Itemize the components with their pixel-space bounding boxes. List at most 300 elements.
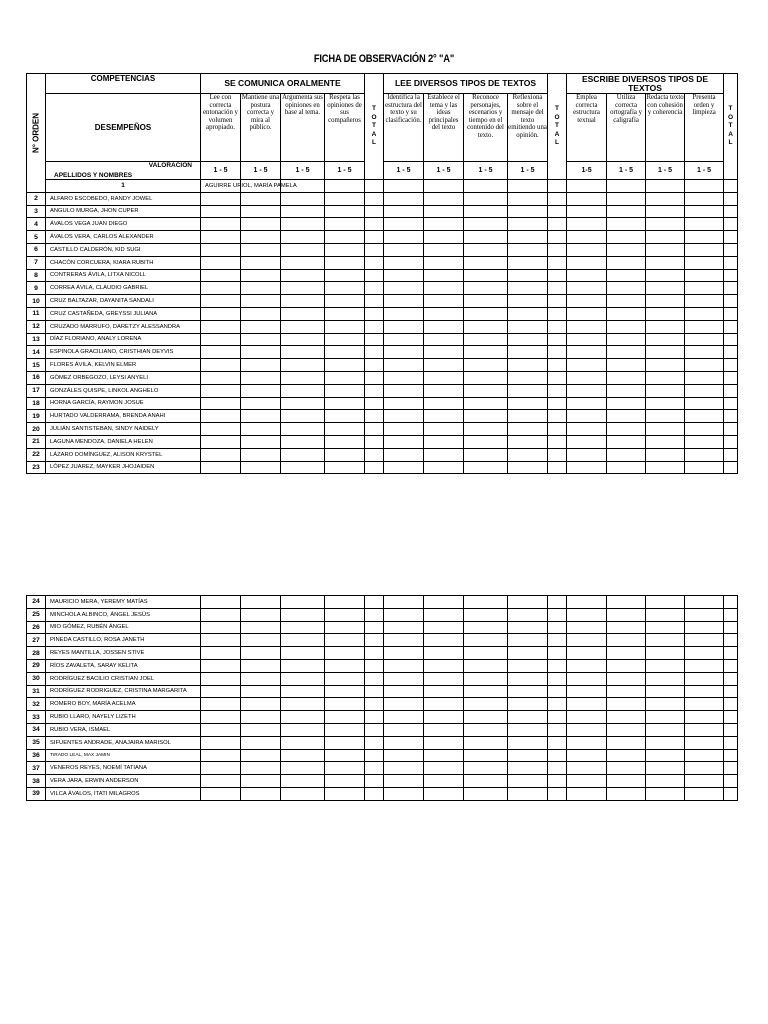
score-cell[interactable] — [241, 659, 281, 672]
score-cell[interactable] — [464, 723, 508, 736]
score-cell[interactable] — [464, 659, 508, 672]
score-cell[interactable] — [607, 243, 646, 256]
score-cell[interactable] — [384, 410, 424, 423]
score-cell[interactable] — [325, 243, 365, 256]
total-cell[interactable] — [724, 320, 738, 333]
score-cell[interactable] — [281, 295, 325, 308]
score-cell[interactable] — [646, 711, 685, 724]
score-cell[interactable] — [685, 397, 724, 410]
total-cell[interactable] — [548, 320, 567, 333]
score-cell[interactable] — [685, 410, 724, 423]
score-cell[interactable] — [325, 672, 365, 685]
score-cell[interactable] — [607, 461, 646, 474]
score-cell[interactable] — [201, 205, 241, 218]
score-cell[interactable] — [508, 448, 548, 461]
total-cell[interactable] — [548, 269, 567, 282]
score-cell[interactable] — [424, 397, 464, 410]
score-cell[interactable] — [646, 243, 685, 256]
score-cell[interactable] — [607, 295, 646, 308]
score-cell[interactable] — [325, 621, 365, 634]
score-cell[interactable] — [607, 423, 646, 436]
total-cell[interactable] — [365, 333, 384, 346]
total-cell[interactable] — [365, 307, 384, 320]
score-cell[interactable] — [607, 723, 646, 736]
score-cell[interactable] — [685, 423, 724, 436]
total-cell[interactable] — [548, 634, 567, 647]
score-cell[interactable] — [646, 307, 685, 320]
total-cell[interactable] — [548, 762, 567, 775]
score-cell[interactable] — [384, 659, 424, 672]
score-cell[interactable] — [281, 192, 325, 205]
score-cell[interactable] — [201, 269, 241, 282]
score-cell[interactable] — [464, 608, 508, 621]
score-cell[interactable] — [464, 711, 508, 724]
score-cell[interactable] — [281, 384, 325, 397]
score-cell[interactable] — [567, 282, 607, 295]
score-cell[interactable] — [241, 698, 281, 711]
score-cell[interactable] — [201, 723, 241, 736]
score-cell[interactable] — [646, 269, 685, 282]
score-cell[interactable] — [325, 371, 365, 384]
total-cell[interactable] — [365, 723, 384, 736]
total-cell[interactable] — [548, 256, 567, 269]
score-cell[interactable] — [508, 634, 548, 647]
score-cell[interactable] — [424, 243, 464, 256]
score-cell[interactable] — [607, 762, 646, 775]
score-cell[interactable] — [384, 685, 424, 698]
score-cell[interactable] — [685, 282, 724, 295]
score-cell[interactable] — [241, 621, 281, 634]
score-cell[interactable] — [607, 698, 646, 711]
total-cell[interactable] — [548, 723, 567, 736]
score-cell[interactable] — [384, 621, 424, 634]
score-cell[interactable] — [325, 410, 365, 423]
score-cell[interactable] — [201, 410, 241, 423]
score-cell[interactable] — [241, 282, 281, 295]
score-cell[interactable] — [384, 634, 424, 647]
score-cell[interactable] — [464, 775, 508, 788]
score-cell[interactable] — [384, 346, 424, 359]
score-cell[interactable] — [325, 359, 365, 372]
score-cell[interactable] — [508, 410, 548, 423]
score-cell[interactable] — [685, 775, 724, 788]
score-cell[interactable] — [607, 711, 646, 724]
score-cell[interactable] — [567, 672, 607, 685]
score-cell[interactable] — [685, 711, 724, 724]
total-cell[interactable] — [548, 295, 567, 308]
score-cell[interactable] — [281, 672, 325, 685]
score-cell[interactable] — [607, 192, 646, 205]
score-cell[interactable] — [384, 596, 424, 609]
total-cell[interactable] — [548, 205, 567, 218]
score-cell[interactable] — [567, 295, 607, 308]
total-cell[interactable] — [365, 736, 384, 749]
score-cell[interactable] — [424, 346, 464, 359]
score-cell[interactable] — [646, 736, 685, 749]
score-cell[interactable] — [646, 698, 685, 711]
score-cell[interactable] — [201, 282, 241, 295]
score-cell[interactable] — [325, 435, 365, 448]
score-cell[interactable] — [567, 231, 607, 244]
total-cell[interactable] — [365, 269, 384, 282]
total-cell[interactable] — [724, 346, 738, 359]
score-cell[interactable] — [424, 685, 464, 698]
score-cell[interactable] — [201, 359, 241, 372]
score-cell[interactable] — [567, 218, 607, 231]
score-cell[interactable] — [384, 384, 424, 397]
score-cell[interactable] — [384, 736, 424, 749]
total-cell[interactable] — [384, 180, 424, 193]
score-cell[interactable] — [384, 256, 424, 269]
score-cell[interactable] — [384, 647, 424, 660]
score-cell[interactable] — [464, 371, 508, 384]
score-cell[interactable] — [508, 192, 548, 205]
score-cell[interactable] — [325, 269, 365, 282]
score-cell[interactable] — [201, 423, 241, 436]
score-cell[interactable] — [325, 282, 365, 295]
score-cell[interactable] — [201, 397, 241, 410]
score-cell[interactable] — [567, 711, 607, 724]
score-cell[interactable] — [201, 448, 241, 461]
total-cell[interactable] — [724, 282, 738, 295]
total-cell[interactable] — [365, 435, 384, 448]
score-cell[interactable] — [424, 659, 464, 672]
score-cell[interactable] — [384, 231, 424, 244]
score-cell[interactable] — [567, 384, 607, 397]
score-cell[interactable] — [508, 218, 548, 231]
score-cell[interactable] — [567, 762, 607, 775]
score-cell[interactable] — [424, 736, 464, 749]
score-cell[interactable] — [325, 736, 365, 749]
total-cell[interactable] — [365, 371, 384, 384]
score-cell[interactable] — [281, 243, 325, 256]
score-cell[interactable] — [508, 333, 548, 346]
score-cell[interactable] — [508, 749, 548, 762]
score-cell[interactable] — [325, 647, 365, 660]
score-cell[interactable] — [241, 346, 281, 359]
score-cell[interactable] — [241, 371, 281, 384]
score-cell[interactable] — [424, 180, 464, 193]
score-cell[interactable] — [685, 371, 724, 384]
total-cell[interactable] — [724, 295, 738, 308]
score-cell[interactable] — [384, 435, 424, 448]
total-cell[interactable] — [548, 307, 567, 320]
score-cell[interactable] — [241, 423, 281, 436]
score-cell[interactable] — [325, 423, 365, 436]
score-cell[interactable] — [281, 596, 325, 609]
score-cell[interactable] — [646, 410, 685, 423]
score-cell[interactable] — [424, 723, 464, 736]
score-cell[interactable] — [384, 749, 424, 762]
total-cell[interactable] — [365, 410, 384, 423]
score-cell[interactable] — [424, 384, 464, 397]
total-cell[interactable] — [724, 659, 738, 672]
score-cell[interactable] — [508, 397, 548, 410]
total-cell[interactable] — [365, 243, 384, 256]
score-cell[interactable] — [281, 647, 325, 660]
score-cell[interactable] — [646, 205, 685, 218]
total-cell[interactable] — [548, 410, 567, 423]
score-cell[interactable] — [567, 659, 607, 672]
total-cell[interactable] — [365, 698, 384, 711]
score-cell[interactable] — [567, 435, 607, 448]
score-cell[interactable] — [508, 295, 548, 308]
score-cell[interactable] — [567, 723, 607, 736]
score-cell[interactable] — [607, 448, 646, 461]
score-cell[interactable] — [508, 256, 548, 269]
score-cell[interactable] — [646, 192, 685, 205]
score-cell[interactable] — [646, 333, 685, 346]
score-cell[interactable] — [607, 634, 646, 647]
score-cell[interactable] — [241, 397, 281, 410]
score-cell[interactable] — [607, 672, 646, 685]
score-cell[interactable] — [464, 647, 508, 660]
score-cell[interactable] — [646, 672, 685, 685]
score-cell[interactable] — [607, 596, 646, 609]
score-cell[interactable] — [646, 448, 685, 461]
total-cell[interactable] — [724, 634, 738, 647]
score-cell[interactable] — [464, 320, 508, 333]
score-cell[interactable] — [201, 634, 241, 647]
score-cell[interactable] — [685, 269, 724, 282]
score-cell[interactable] — [607, 231, 646, 244]
total-cell[interactable] — [724, 787, 738, 800]
score-cell[interactable] — [325, 192, 365, 205]
score-cell[interactable] — [567, 397, 607, 410]
score-cell[interactable] — [424, 256, 464, 269]
total-cell[interactable] — [724, 608, 738, 621]
total-cell[interactable] — [365, 397, 384, 410]
total-cell[interactable] — [724, 762, 738, 775]
score-cell[interactable] — [464, 205, 508, 218]
score-cell[interactable] — [424, 359, 464, 372]
score-cell[interactable] — [281, 698, 325, 711]
score-cell[interactable] — [646, 775, 685, 788]
score-cell[interactable] — [607, 205, 646, 218]
total-cell[interactable] — [548, 659, 567, 672]
score-cell[interactable] — [424, 461, 464, 474]
score-cell[interactable] — [384, 461, 424, 474]
score-cell[interactable] — [281, 231, 325, 244]
score-cell[interactable] — [281, 659, 325, 672]
score-cell[interactable] — [685, 787, 724, 800]
score-cell[interactable] — [464, 621, 508, 634]
total-cell[interactable] — [548, 448, 567, 461]
score-cell[interactable] — [325, 307, 365, 320]
score-cell[interactable] — [508, 698, 548, 711]
score-cell[interactable] — [201, 307, 241, 320]
total-cell[interactable] — [365, 634, 384, 647]
score-cell[interactable] — [567, 736, 607, 749]
score-cell[interactable] — [508, 205, 548, 218]
score-cell[interactable] — [685, 723, 724, 736]
score-cell[interactable] — [384, 775, 424, 788]
score-cell[interactable] — [607, 346, 646, 359]
total-cell[interactable] — [548, 672, 567, 685]
score-cell[interactable] — [508, 282, 548, 295]
score-cell[interactable] — [241, 711, 281, 724]
score-cell[interactable] — [685, 634, 724, 647]
total-cell[interactable] — [724, 218, 738, 231]
score-cell[interactable] — [241, 359, 281, 372]
score-cell[interactable] — [646, 384, 685, 397]
score-cell[interactable] — [384, 723, 424, 736]
score-cell[interactable] — [424, 621, 464, 634]
score-cell[interactable] — [567, 410, 607, 423]
score-cell[interactable] — [685, 243, 724, 256]
score-cell[interactable] — [325, 397, 365, 410]
total-cell[interactable] — [548, 698, 567, 711]
score-cell[interactable] — [325, 218, 365, 231]
score-cell[interactable] — [464, 180, 508, 193]
score-cell[interactable] — [508, 359, 548, 372]
score-cell[interactable] — [384, 423, 424, 436]
score-cell[interactable] — [325, 461, 365, 474]
score-cell[interactable] — [201, 647, 241, 660]
score-cell[interactable] — [201, 333, 241, 346]
score-cell[interactable] — [464, 410, 508, 423]
score-cell[interactable] — [241, 410, 281, 423]
score-cell[interactable] — [241, 231, 281, 244]
total-cell[interactable] — [724, 461, 738, 474]
total-cell[interactable] — [365, 711, 384, 724]
score-cell[interactable] — [508, 231, 548, 244]
total-cell[interactable] — [548, 621, 567, 634]
score-cell[interactable] — [325, 608, 365, 621]
score-cell[interactable] — [607, 608, 646, 621]
total-cell[interactable] — [365, 282, 384, 295]
total-cell[interactable] — [724, 596, 738, 609]
score-cell[interactable] — [281, 634, 325, 647]
score-cell[interactable] — [685, 596, 724, 609]
total-cell[interactable] — [724, 672, 738, 685]
score-cell[interactable] — [464, 397, 508, 410]
score-cell[interactable] — [201, 371, 241, 384]
total-cell[interactable] — [365, 218, 384, 231]
score-cell[interactable] — [424, 634, 464, 647]
score-cell[interactable] — [384, 243, 424, 256]
total-cell[interactable] — [365, 384, 384, 397]
total-cell[interactable] — [548, 371, 567, 384]
score-cell[interactable] — [281, 320, 325, 333]
score-cell[interactable] — [325, 231, 365, 244]
score-cell[interactable] — [241, 256, 281, 269]
score-cell[interactable] — [646, 218, 685, 231]
score-cell[interactable] — [201, 384, 241, 397]
score-cell[interactable] — [724, 180, 738, 193]
total-cell[interactable] — [365, 596, 384, 609]
score-cell[interactable] — [201, 256, 241, 269]
score-cell[interactable] — [281, 621, 325, 634]
score-cell[interactable] — [567, 307, 607, 320]
score-cell[interactable] — [201, 231, 241, 244]
score-cell[interactable] — [464, 423, 508, 436]
total-cell[interactable] — [724, 371, 738, 384]
score-cell[interactable] — [464, 192, 508, 205]
score-cell[interactable] — [508, 423, 548, 436]
score-cell[interactable] — [201, 320, 241, 333]
score-cell[interactable] — [508, 461, 548, 474]
score-cell[interactable] — [508, 723, 548, 736]
total-cell[interactable] — [365, 192, 384, 205]
score-cell[interactable] — [508, 659, 548, 672]
score-cell[interactable] — [384, 333, 424, 346]
score-cell[interactable] — [607, 685, 646, 698]
score-cell[interactable] — [607, 621, 646, 634]
score-cell[interactable] — [325, 634, 365, 647]
score-cell[interactable] — [281, 423, 325, 436]
total-cell[interactable] — [548, 435, 567, 448]
score-cell[interactable] — [201, 218, 241, 231]
total-cell[interactable] — [365, 608, 384, 621]
score-cell[interactable] — [508, 596, 548, 609]
score-cell[interactable] — [567, 749, 607, 762]
score-cell[interactable] — [607, 749, 646, 762]
score-cell[interactable] — [241, 787, 281, 800]
total-cell[interactable] — [724, 231, 738, 244]
score-cell[interactable] — [646, 295, 685, 308]
score-cell[interactable] — [384, 787, 424, 800]
score-cell[interactable] — [567, 371, 607, 384]
score-cell[interactable] — [424, 423, 464, 436]
score-cell[interactable] — [325, 659, 365, 672]
score-cell[interactable] — [424, 295, 464, 308]
score-cell[interactable] — [567, 192, 607, 205]
score-cell[interactable] — [201, 787, 241, 800]
total-cell[interactable] — [548, 685, 567, 698]
score-cell[interactable] — [365, 180, 384, 193]
score-cell[interactable] — [508, 685, 548, 698]
score-cell[interactable] — [424, 698, 464, 711]
score-cell[interactable] — [241, 685, 281, 698]
total-cell[interactable] — [724, 723, 738, 736]
total-cell[interactable] — [548, 384, 567, 397]
total-cell[interactable] — [365, 359, 384, 372]
score-cell[interactable] — [508, 647, 548, 660]
score-cell[interactable] — [201, 461, 241, 474]
total-cell[interactable] — [548, 647, 567, 660]
score-cell[interactable] — [464, 762, 508, 775]
score-cell[interactable] — [508, 307, 548, 320]
score-cell[interactable] — [384, 320, 424, 333]
score-cell[interactable] — [281, 749, 325, 762]
score-cell[interactable] — [424, 749, 464, 762]
score-cell[interactable] — [567, 359, 607, 372]
score-cell[interactable] — [607, 736, 646, 749]
score-cell[interactable] — [607, 320, 646, 333]
total-cell[interactable] — [548, 608, 567, 621]
total-cell[interactable] — [365, 295, 384, 308]
score-cell[interactable] — [567, 346, 607, 359]
total-cell[interactable] — [548, 596, 567, 609]
score-cell[interactable] — [325, 180, 365, 193]
score-cell[interactable] — [464, 295, 508, 308]
score-cell[interactable] — [201, 775, 241, 788]
score-cell[interactable] — [384, 762, 424, 775]
score-cell[interactable] — [241, 333, 281, 346]
score-cell[interactable] — [464, 269, 508, 282]
score-cell[interactable] — [464, 333, 508, 346]
score-cell[interactable] — [685, 621, 724, 634]
score-cell[interactable] — [508, 320, 548, 333]
score-cell[interactable] — [464, 256, 508, 269]
total-cell[interactable] — [548, 359, 567, 372]
score-cell[interactable] — [646, 608, 685, 621]
score-cell[interactable] — [508, 762, 548, 775]
score-cell[interactable] — [201, 736, 241, 749]
total-cell[interactable] — [724, 448, 738, 461]
score-cell[interactable] — [384, 269, 424, 282]
